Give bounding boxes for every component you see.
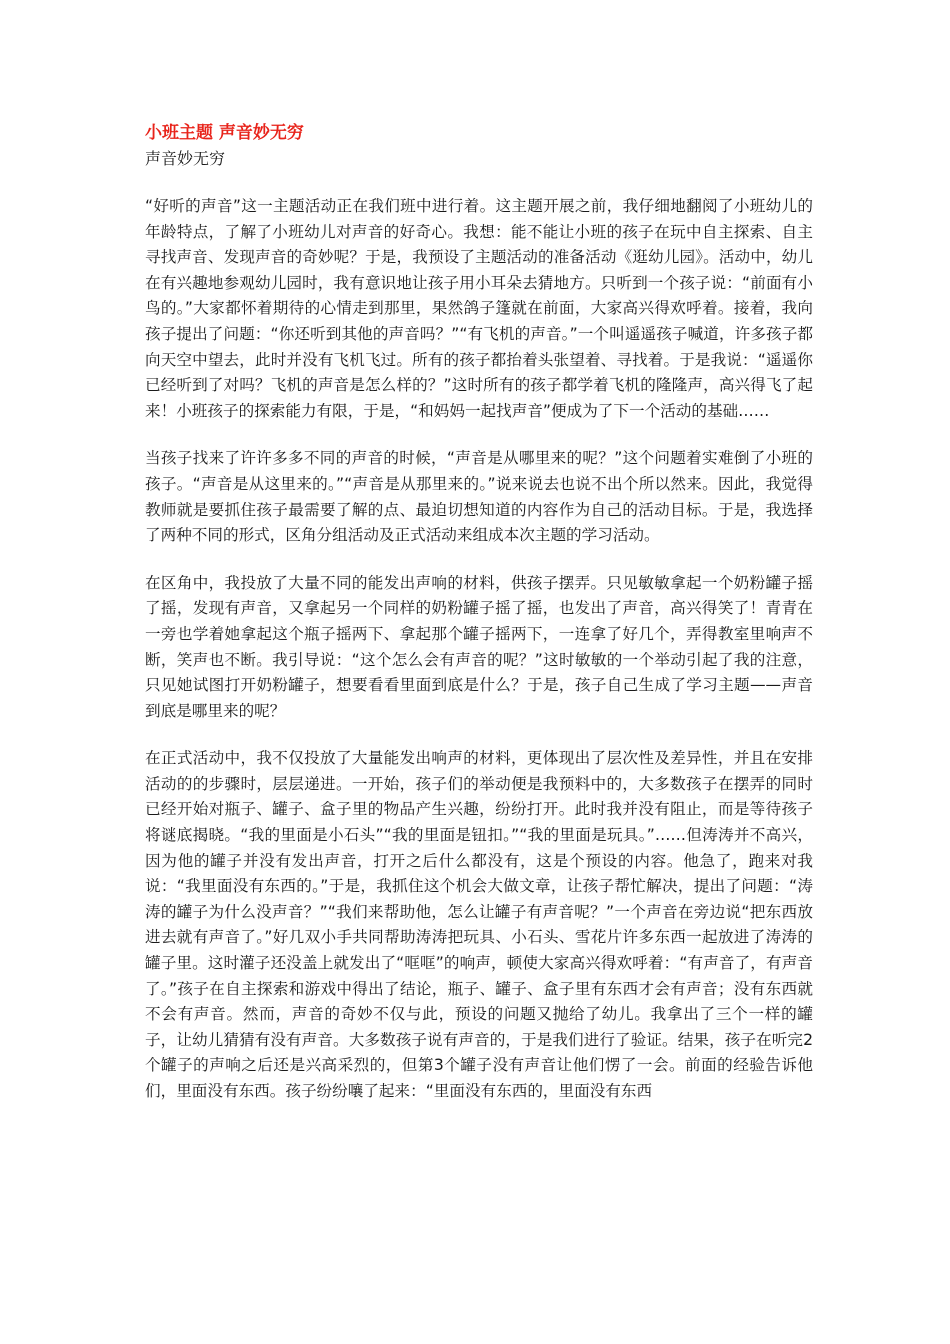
paragraph-1: “好听的声音”这一主题活动正在我们班中进行着。这主题开展之前，我仔细地翻阅了小班幼儿的年龄特点，了解了小班幼儿对声音的好奇心。我想：能不能让小班的孩子在玩中自主探索、自主寻找声音、发现声音的奇妙呢？于是，我预设了主题活动的准备活动《逛幼儿园》。活动中，幼儿在有兴趣地参观幼儿园时，我有意识地让孩子用小耳朵去猜地方。只听到一个孩子说：“前面有小鸟的。”大家都怀着期待的心情走到那里，果然鸽子篷就在前面，大家高兴得欢呼着。接着，我向孩子提出了问题：“你还听到其他的声音吗？”“有飞机的声音。”一个叫遥遥孩子喊道，许多孩子都向天空中望去，此时并没有飞机飞过。所有的孩子都抬着头张望着、寻找着。于是我说：“遥遥你已经听到了对吗？飞机的声音是怎么样的？”这时所有的孩子都学着飞机的隆隆声，高兴得飞了起来！小班孩子的探索能力有限，于是，“和妈妈一起找声音”便成为了下一个活动的基础…… [145, 197, 813, 420]
paragraph-2: 当孩子找来了许许多多不同的声音的时候，“声音是从哪里来的呢？”这个问题着实难倒了小班的孩子。“声音是从这里来的。”“声音是从那里来的。”说来说去也说不出个所以然来。因此，我觉得教师就是要抓住孩子最需要了解的点、最迫切想知道的内容作为自己的活动目标。于是，我选择了两种不同的形式，区角分组活动及正式活动来组成本次主题的学习活动。 [145, 449, 813, 545]
paragraph-3: 在区角中，我投放了大量不同的能发出声响的材料，供孩子摆弄。只见敏敏拿起一个奶粉罐子摇了摇，发现有声音，又拿起另一个同样的奶粉罐子摇了摇，也发出了声音，高兴得笑了！青青在一旁也学着她拿起这个瓶子摇两下、拿起那个罐子摇两下，一连拿了好几个，弄得教室里响声不断，笑声也不断。我引导说：“这个怎么会有声音的呢？”这时敏敏的一个举动引起了我的注意，只见她试图打开奶粉罐子，想要看看里面到底是什么？于是，孩子自己生成了学习主题——声音到底是哪里来的呢？ [145, 573, 813, 720]
document-subtitle: 声音妙无穷 [145, 149, 226, 168]
document-title: 小班主题 声音妙无穷 [145, 123, 304, 143]
paragraph-4: 在正式活动中，我不仅投放了大量能发出响声的材料，更体现出了层次性及差异性，并且在安排活动的的步骤时，层层递进。一开始，孩子们的举动便是我预料中的，大多数孩子在摆弄的同时已经开始对瓶子、罐子、盒子里的物品产生兴趣，纷纷打开。此时我并没有阻止，而是等待孩子将谜底揭晓。“我的里面是小石头”“我的里面是钮扣。”“我的里面是玩具。”……但涛涛并不高兴，因为他的罐子并没有发出声音，打开之后什么都没有，这是个预设的内容。他急了，跑来对我说：“我里面没有东西的。”于是，我抓住这个机会大做文章，让孩子帮忙解决，提出了问题：“涛涛的罐子为什么没声音？”“我们来帮助他，怎么让罐子有声音呢？”一个声音在旁边说“把东西放进去就有声音了。”好几双小手共同帮助涛涛把玩具、小石头、雪花片许多东西一起放进了涛涛的罐子里。这时灌子还没盖上就发出了“哐哐”的响声，顿使大家高兴得欢呼着：“有声音了，有声音了。”孩子在自主探索和游戏中得出了结论，瓶子、罐子、盒子里有东西才会有声音；没有东西就不会有声音。然而，声音的奇妙不仅与此，预设的问题又抛给了幼儿。我拿出了三个一样的罐子，让幼儿猜猜有没有声音。大多数孩子说有声音的，于是我们进行了验证。结果，孩子在听完2个罐子的声响之后还是兴高采烈的，但第3个罐子没有声音让他们愣了一会。前面的经验告诉他们，里面没有东西。孩子纷纷嚷了起来：“里面没有东西的，里面没有东西 [145, 749, 813, 1100]
document-page [145, 120, 813, 1127]
